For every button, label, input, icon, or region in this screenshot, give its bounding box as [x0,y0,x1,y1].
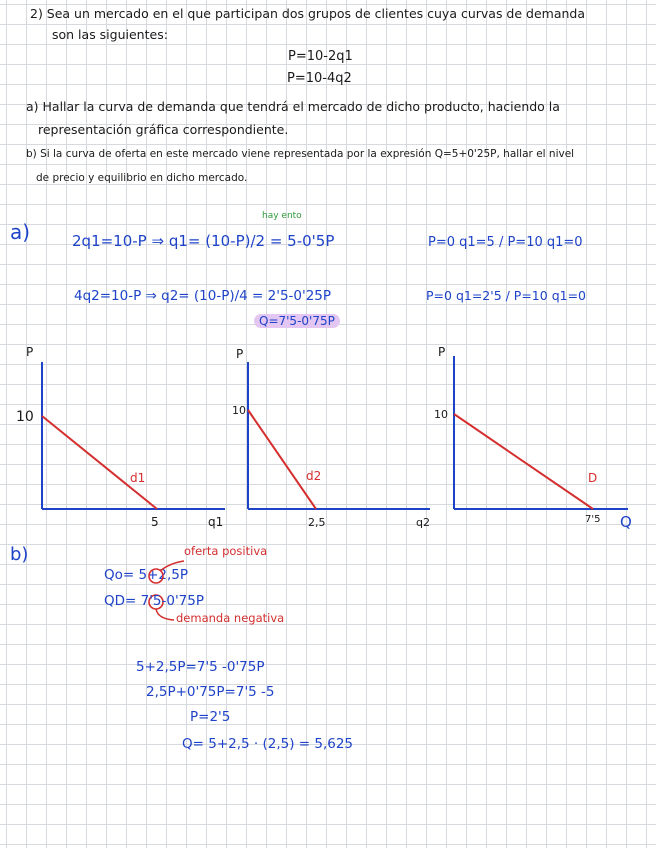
graph1-x-label: q1 [208,515,224,529]
demand-equation-1: P=10-2q1 [288,49,353,64]
part-b-statement-2: de precio y equilibrio en dicho mercado. [36,172,248,184]
graph3-x-label: Q [620,513,632,531]
graph3-x-tick: 7'5 [585,514,601,525]
step-group: 2,5P+0'75P=7'5 -5 [146,684,275,700]
problem-line-1: 2) Sea un mercado en el que participan dos grupos de clientes cuya curvas de demanda [30,6,586,21]
step-price: P=2'5 [190,709,231,725]
market-demand-sum: Q=7'5-0'75P [254,314,340,328]
demand-equation-2: P=10-4q2 [287,71,352,86]
offer-sign-circle [149,569,163,583]
supply-equation: Qo= 5+2,5P [104,567,188,583]
solution-a-label: a) [10,220,31,244]
graph1-curve-label: d1 [130,471,146,485]
solution-b-label: b) [10,544,29,565]
problem-line-2: son las siguientes: [52,27,168,42]
q1-points: P=0 q1=5 / P=10 q1=0 [428,235,583,250]
q2-points: P=0 q1=2'5 / P=10 q1=0 [426,288,587,303]
graph2-y-label: P [236,347,244,361]
graph1-x-tick: 5 [151,515,159,529]
demand-pointer [156,609,174,620]
q1-derivation: 2q1=10-P ⇒ q1= (10-P)/2 = 5-0'5P [72,232,335,250]
graph3-demand-line [454,414,593,509]
annotation-note: hay ento [262,211,302,221]
graph-demand-2 [230,344,440,534]
graph1-demand-line [42,416,157,509]
graph3-y-tick: 10 [434,408,448,421]
offer-positive-note: oferta positiva [184,544,268,558]
graph2-x-tick: 2,5 [308,516,326,529]
graph3-curve-label: D [588,471,598,485]
graph-market-demand [432,344,646,534]
offer-pointer [160,561,184,571]
graph2-curve-label: d2 [306,469,322,483]
demand-negative-note: demanda negativa [176,611,285,625]
step-equate: 5+2,5P=7'5 -0'75P [136,659,265,675]
step-quantity: Q= 5+2,5 · (2,5) = 5,625 [182,736,354,752]
part-a-statement-1: a) Hallar la curva de demanda que tendrá el mercado de dicho producto, haciendo la [26,99,560,114]
graph-demand-1 [10,344,230,534]
q2-derivation: 4q2=10-P ⇒ q2= (10-P)/4 = 2'5-0'25P [74,288,332,304]
part-a-statement-2: representación gráfica correspondiente. [38,122,289,137]
graph2-x-label: q2 [416,516,430,529]
graph2-demand-line [248,410,316,509]
graph1-y-tick: 10 [16,409,34,425]
graph3-y-label: P [438,345,446,359]
demand-equation: QD= 7'5-0'75P [104,593,205,609]
graph2-y-tick: 10 [232,404,246,417]
graph1-y-label: P [26,345,34,359]
part-b-statement-1: b) Si la curva de oferta en este mercado viene representada por la expresión Q=5+0'25P, hallar el nivel [26,148,575,160]
